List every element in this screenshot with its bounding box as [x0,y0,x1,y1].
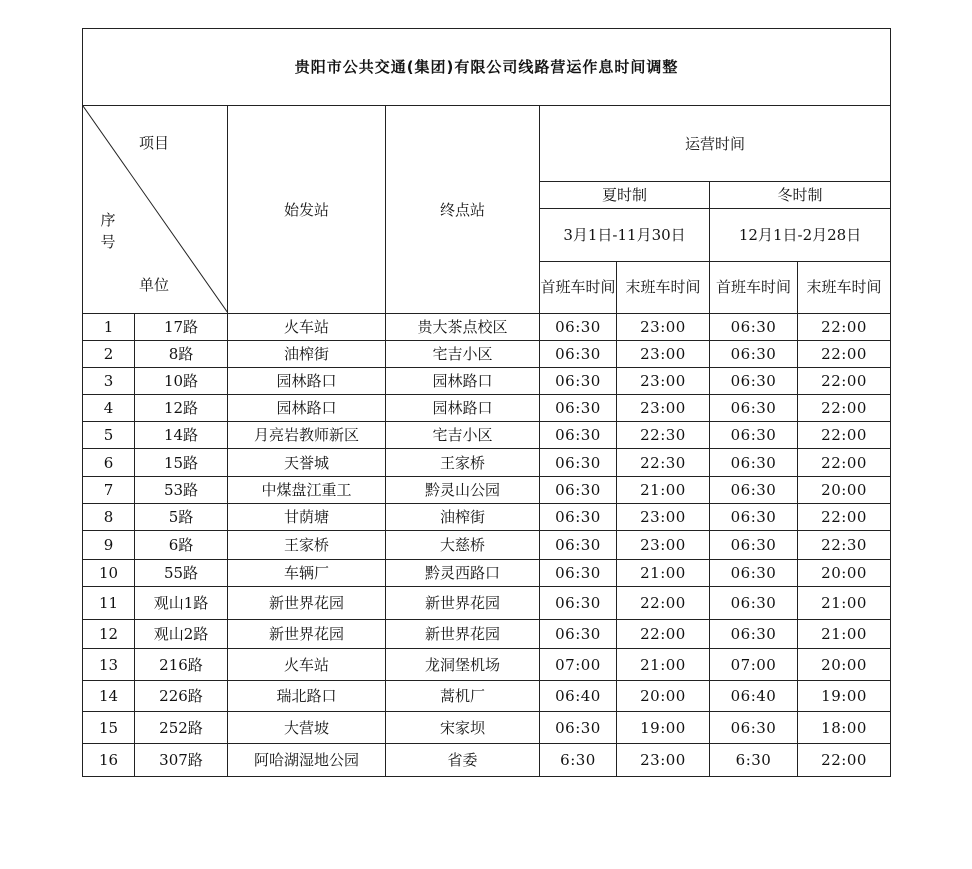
summer-last-bus-label: 末班车时间 [625,278,701,297]
summer-first-time: 06:30 [540,504,617,531]
winter-first-time: 06:30 [710,587,798,620]
header-summer-first-bus [540,261,617,313]
route-name: 观山2路 [135,620,228,649]
start-station: 阿哈湖湿地公园 [228,744,386,777]
route-name: 226路 [135,681,228,712]
summer-last-time: 23:00 [617,744,710,777]
header-start-station: 始发站 [228,106,386,314]
route-name: 12路 [135,395,228,422]
winter-first-time: 06:30 [710,531,798,560]
winter-first-time: 06:30 [710,477,798,504]
start-station: 新世界花园 [228,620,386,649]
winter-last-time: 22:00 [798,341,891,368]
row-number: 7 [83,477,135,504]
summer-last-time: 21:00 [617,649,710,681]
winter-last-time: 22:00 [798,449,891,477]
summer-first-time: 06:30 [540,587,617,620]
winter-first-time: 07:00 [710,649,798,681]
row-number: 9 [83,531,135,560]
start-station: 新世界花园 [228,587,386,620]
summer-last-time: 22:30 [617,449,710,477]
summer-first-time: 06:30 [540,368,617,395]
row-number: 11 [83,587,135,620]
start-station: 月亮岩教师新区 [228,422,386,449]
route-name: 观山1路 [135,587,228,620]
row-number: 12 [83,620,135,649]
route-name: 55路 [135,560,228,587]
route-name: 6路 [135,531,228,560]
summer-last-time: 23:00 [617,531,710,560]
winter-first-time: 6:30 [710,744,798,777]
winter-last-time: 22:00 [798,744,891,777]
header-unit-label: 单位 [139,276,170,294]
row-number: 4 [83,395,135,422]
header-corner-cell [83,106,228,314]
header-summer-last-bus [617,261,710,313]
winter-first-time: 06:30 [710,560,798,587]
summer-last-time: 23:00 [617,341,710,368]
winter-last-time: 22:00 [798,314,891,341]
route-name: 14路 [135,422,228,449]
start-station: 瑞北路口 [228,681,386,712]
summer-last-time: 21:00 [617,477,710,504]
end-station: 龙洞堡机场 [386,649,540,681]
table-row [83,681,891,712]
row-number: 16 [83,744,135,777]
summer-last-time: 21:00 [617,560,710,587]
row-number: 2 [83,341,135,368]
start-station: 王家桥 [228,531,386,560]
winter-last-time: 20:00 [798,477,891,504]
end-station: 宅吉小区 [386,422,540,449]
winter-first-time: 06:30 [710,395,798,422]
end-station: 新世界花园 [386,620,540,649]
route-name: 53路 [135,477,228,504]
start-station: 天誉城 [228,449,386,477]
summer-last-time: 22:00 [617,587,710,620]
winter-first-time: 06:30 [710,314,798,341]
start-station: 园林路口 [228,395,386,422]
winter-first-time: 06:30 [710,620,798,649]
summer-first-time: 06:30 [540,449,617,477]
winter-last-bus-label: 末班车时间 [806,278,882,297]
winter-last-time: 19:00 [798,681,891,712]
route-name: 307路 [135,744,228,777]
winter-last-time: 22:00 [798,395,891,422]
winter-last-time: 20:00 [798,560,891,587]
summer-first-time: 06:30 [540,341,617,368]
start-station: 园林路口 [228,368,386,395]
row-number: 13 [83,649,135,681]
header-end-station: 终点站 [386,106,540,314]
table-row [83,712,891,744]
end-station: 宅吉小区 [386,341,540,368]
route-name: 5路 [135,504,228,531]
summer-first-time: 06:30 [540,422,617,449]
summer-first-time: 06:30 [540,712,617,744]
route-name: 252路 [135,712,228,744]
end-station: 油榨街 [386,504,540,531]
schedule-document [82,28,890,777]
table-row [83,395,891,422]
winter-first-time: 06:30 [710,449,798,477]
end-station: 宋家坝 [386,712,540,744]
start-station: 甘荫塘 [228,504,386,531]
page-title: 贵阳市公共交通(集团)有限公司线路营运作息时间调整 [83,29,891,106]
start-station: 中煤盘江重工 [228,477,386,504]
summer-first-time: 6:30 [540,744,617,777]
winter-first-time: 06:30 [710,422,798,449]
summer-first-bus-label: 首班车时间 [540,278,616,297]
table-row [83,649,891,681]
end-station: 蒿机厂 [386,681,540,712]
summer-first-time: 06:30 [540,560,617,587]
row-number: 15 [83,712,135,744]
row-number: 10 [83,560,135,587]
header-item-label: 项目 [139,134,170,152]
end-station: 黔灵西路口 [386,560,540,587]
winter-last-time: 22:00 [798,422,891,449]
row-number: 6 [83,449,135,477]
summer-first-time: 06:30 [540,395,617,422]
end-station: 黔灵山公园 [386,477,540,504]
table-row [83,314,891,341]
end-station: 园林路口 [386,395,540,422]
start-station: 油榨街 [228,341,386,368]
summer-first-time: 07:00 [540,649,617,681]
header-seq-label: 序号 [100,211,116,251]
route-name: 8路 [135,341,228,368]
route-name: 216路 [135,649,228,681]
winter-last-time: 21:00 [798,620,891,649]
end-station: 王家桥 [386,449,540,477]
table-row [83,587,891,620]
summer-last-time: 23:00 [617,504,710,531]
summer-first-time: 06:30 [540,620,617,649]
winter-last-time: 20:00 [798,649,891,681]
header-winter: 冬时制 [710,182,891,209]
winter-first-time: 06:30 [710,368,798,395]
winter-first-time: 06:40 [710,681,798,712]
start-station: 火车站 [228,649,386,681]
table-row [83,504,891,531]
row-number: 5 [83,422,135,449]
table-row [83,620,891,649]
end-station: 园林路口 [386,368,540,395]
winter-last-time: 21:00 [798,587,891,620]
winter-last-time: 18:00 [798,712,891,744]
start-station: 火车站 [228,314,386,341]
table-row [83,744,891,777]
summer-first-time: 06:30 [540,314,617,341]
summer-last-time: 23:00 [617,314,710,341]
schedule-table [82,28,891,777]
summer-last-time: 23:00 [617,368,710,395]
row-number: 3 [83,368,135,395]
table-row [83,341,891,368]
header-operating-time: 运营时间 [540,106,891,182]
end-station: 贵大茶点校区 [386,314,540,341]
row-number: 14 [83,681,135,712]
end-station: 大慈桥 [386,531,540,560]
table-row [83,560,891,587]
table-row [83,531,891,560]
row-number: 8 [83,504,135,531]
route-name: 15路 [135,449,228,477]
start-station: 大营坡 [228,712,386,744]
end-station: 省委 [386,744,540,777]
header-winter-first-bus [710,261,798,313]
end-station: 新世界花园 [386,587,540,620]
winter-first-time: 06:30 [710,341,798,368]
winter-first-bus-label: 首班车时间 [715,278,791,297]
summer-first-time: 06:30 [540,531,617,560]
summer-last-time: 20:00 [617,681,710,712]
winter-first-time: 06:30 [710,504,798,531]
winter-last-time: 22:00 [798,368,891,395]
summer-first-time: 06:30 [540,477,617,504]
summer-last-time: 19:00 [617,712,710,744]
summer-last-time: 22:00 [617,620,710,649]
header-summer: 夏时制 [540,182,710,209]
table-row [83,449,891,477]
winter-last-time: 22:30 [798,531,891,560]
start-station: 车辆厂 [228,560,386,587]
winter-last-time: 22:00 [798,504,891,531]
table-row [83,477,891,504]
header-winter-range: 12月1日-2月28日 [710,209,891,261]
summer-last-time: 22:30 [617,422,710,449]
summer-first-time: 06:40 [540,681,617,712]
table-row [83,368,891,395]
header-summer-range: 3月1日-11月30日 [540,209,710,261]
route-name: 10路 [135,368,228,395]
route-name: 17路 [135,314,228,341]
winter-first-time: 06:30 [710,712,798,744]
table-row [83,422,891,449]
summer-last-time: 23:00 [617,395,710,422]
row-number: 1 [83,314,135,341]
header-winter-last-bus [798,261,891,313]
